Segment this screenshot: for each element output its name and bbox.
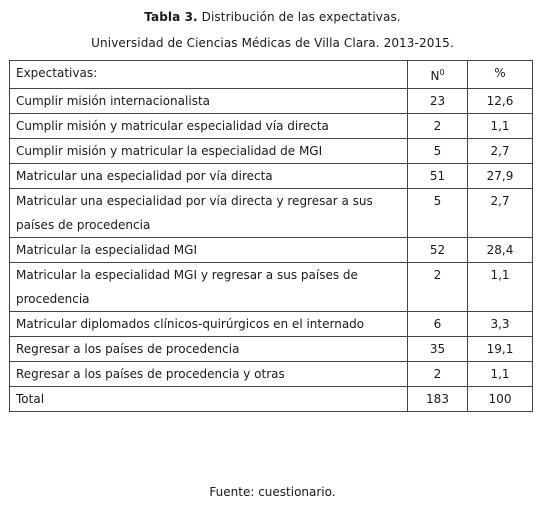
row-percent: 27,9 — [468, 164, 533, 189]
row-count: 51 — [408, 164, 468, 189]
header-n-superscript: 0 — [439, 68, 445, 77]
row-count: 35 — [408, 337, 468, 362]
row-label: Regresar a los países de procedencia y otras — [10, 362, 408, 387]
table-header-row — [10, 61, 533, 89]
table-subtitle: Universidad de Ciencias Médicas de Villa Clara. 2013-2015. — [91, 36, 454, 50]
row-count: 5 — [408, 189, 468, 238]
row-count: 52 — [408, 238, 468, 263]
table-row — [10, 238, 533, 263]
row-percent: 2,7 — [468, 139, 533, 164]
row-count: 23 — [408, 89, 468, 114]
table-source-note: Fuente: cuestionario. — [209, 485, 336, 499]
header-percent: % — [468, 61, 533, 89]
row-label: Cumplir misión internacionalista — [10, 89, 408, 114]
table-row — [10, 263, 533, 312]
table-row — [10, 89, 533, 114]
table-row — [10, 189, 533, 238]
total-count: 183 — [408, 387, 468, 412]
row-percent: 12,6 — [468, 89, 533, 114]
table-row — [10, 164, 533, 189]
row-percent: 1,1 — [468, 362, 533, 387]
row-label: Matricular la especialidad MGI — [10, 238, 408, 263]
row-percent: 2,7 — [468, 189, 533, 238]
table-row — [10, 139, 533, 164]
row-label: Cumplir misión y matricular especialidad vía directa — [10, 114, 408, 139]
table-row — [10, 114, 533, 139]
header-n: $N^0$ — [408, 61, 468, 89]
row-label: Matricular diplomados clínicos-quirúrgicos en el internado — [10, 312, 408, 337]
table-row — [10, 312, 533, 337]
row-label: Cumplir misión y matricular la especialidad de MGI — [10, 139, 408, 164]
table-title: Distribución de las expectativas. — [197, 10, 401, 24]
table-row — [10, 362, 533, 387]
row-percent: 19,1 — [468, 337, 533, 362]
table-row — [10, 337, 533, 362]
row-count: 2 — [408, 362, 468, 387]
row-label: Matricular una especialidad por vía directa y regresar a sus países de procedencia — [10, 189, 408, 238]
row-count: 2 — [408, 263, 468, 312]
row-percent: 28,4 — [468, 238, 533, 263]
row-count: 2 — [408, 114, 468, 139]
header-expectativas: Expectativas: — [10, 61, 408, 89]
row-percent: 3,3 — [468, 312, 533, 337]
row-count: 6 — [408, 312, 468, 337]
row-count: 5 — [408, 139, 468, 164]
row-label: Regresar a los países de procedencia — [10, 337, 408, 362]
table-total-row — [10, 387, 533, 412]
total-label: Total — [10, 387, 408, 412]
row-percent: 1,1 — [468, 114, 533, 139]
row-percent: 1,1 — [468, 263, 533, 312]
table-label: Tabla 3. — [144, 10, 198, 24]
expectations-table — [9, 60, 533, 412]
table-caption — [0, 9, 545, 25]
row-label: Matricular una especialidad por vía directa — [10, 164, 408, 189]
row-label: Matricular la especialidad MGI y regresar a sus países de procedencia — [10, 263, 408, 312]
total-percent: 100 — [468, 387, 533, 412]
